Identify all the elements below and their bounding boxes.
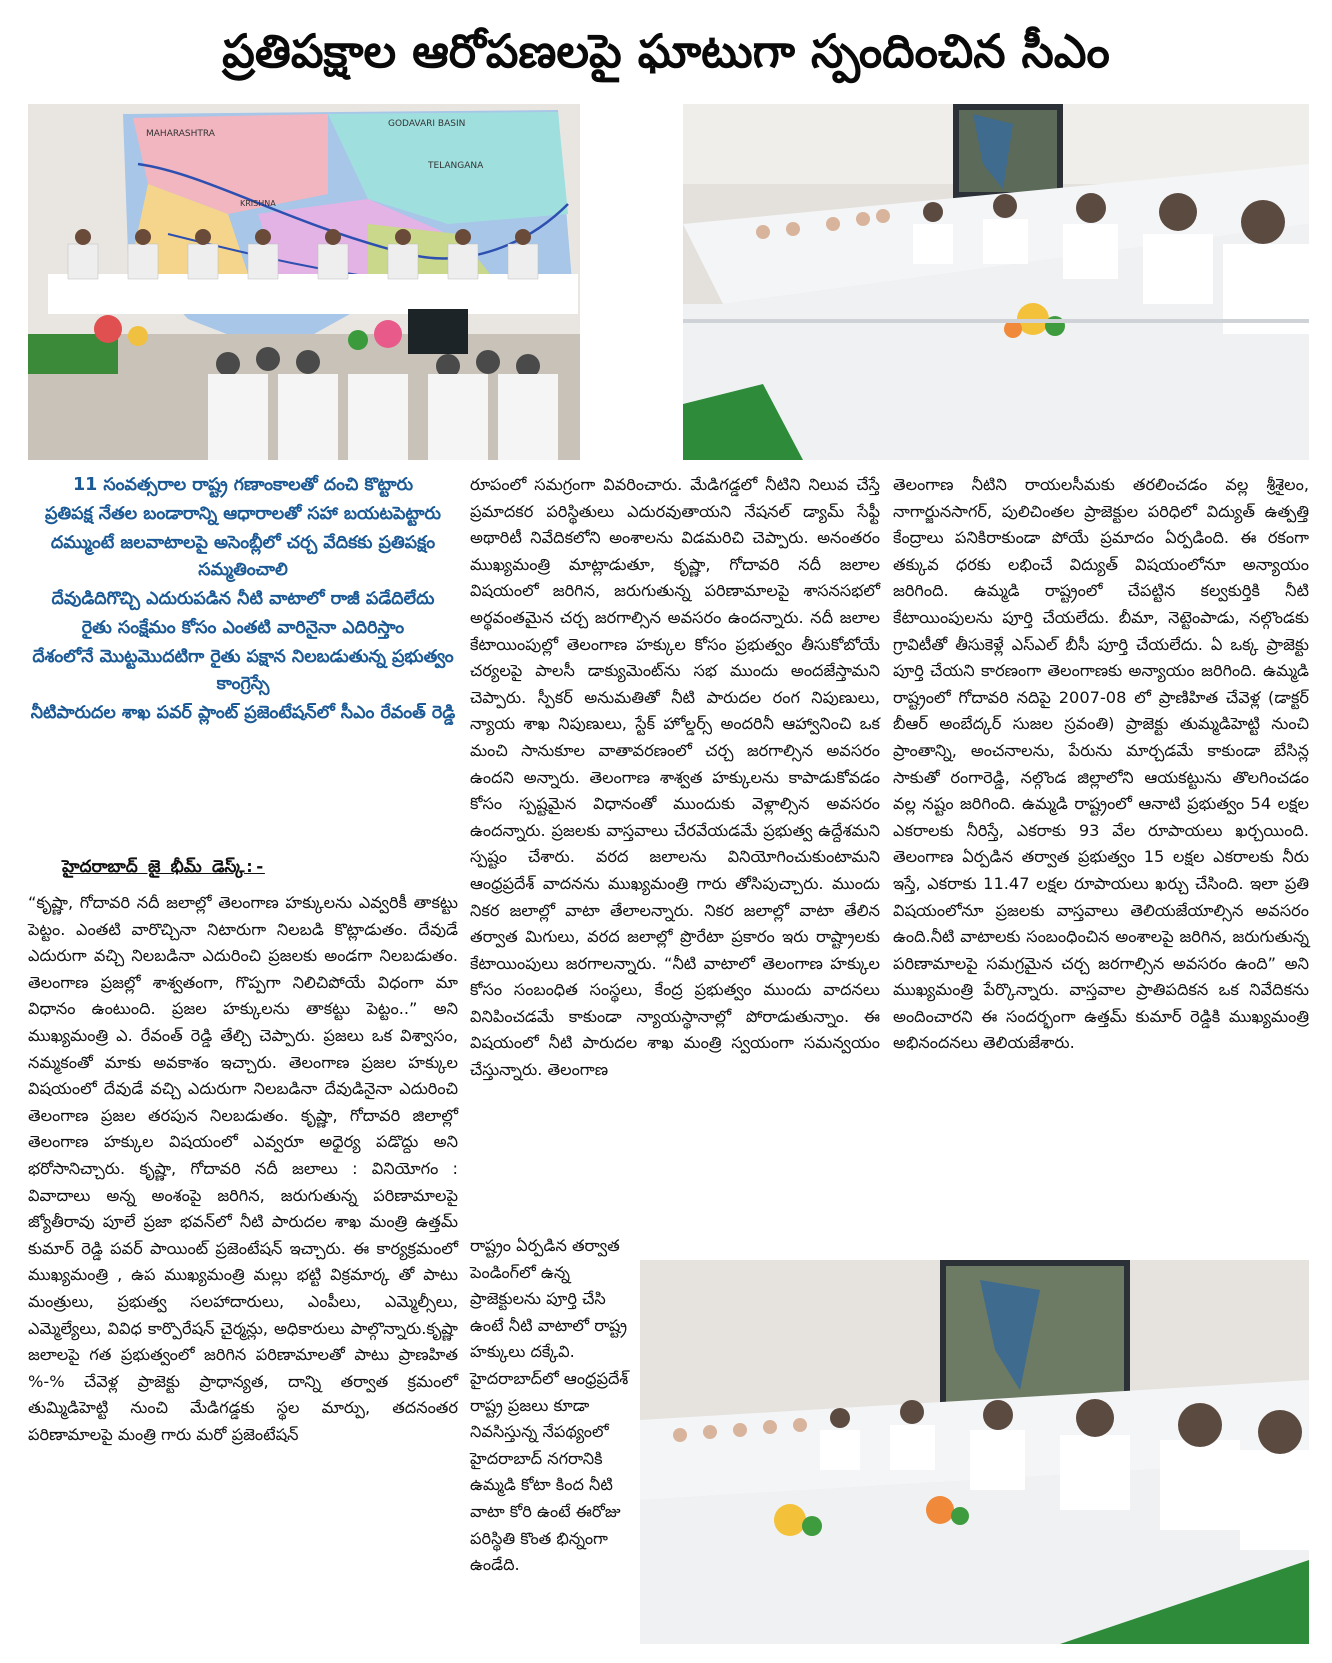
column-2-text: రూపంలో సమగ్రంగా వివరించారు. మేడిగడ్డలో నీటిని నిలువ చేస్తే ప్రమాదకర పరిస్థితులు ఎదురవుతాయని నేషనల్ డ్యామ్ సేఫ్టీ అథారిటీ నివేదికలోని అంశాలను విడమరిచి చెప్పారు. అనంతరం ముఖ్యమంత్రి మాట్లాడుతూ, కృష్ణా, గోదావరి నదీ జలాల విషయంలో జరిగిన, జరుగుతున్న పరిణామాలపై శాసనసభలో అర్థవంతమైన చర్చ జరగాల్సిన అవసరం ఉందన్నారు. నదీ జలాల కేటాయింపుల్లో తెలంగాణ హక్కుల కోసం ప్రభుత్వం తీసుకోబోయే చర్యలపై పాలసీ డాక్యుమెంట్‌ను సభ ముందు అందజేస్తామని చెప్పారు. స్పీకర్ అనుమతితో నీటి పారుదల రంగ నిపుణులు, న్యాయ శాఖ నిపుణులు, స్టేక్ హోల్డర్స్ అందరినీ ఆహ్వానించి ఒక మంచి సానుకూల వాతావరణంలో చర్చ జరగాల్సిన అవసరం ఉందని అన్నారు. తెలంగాణ శాశ్వత హక్కులను కాపాడుకోవడం కోసం స్పష్టమైన విధానంతో ముందుకు వెళ్లాల్సిన అవసరం ఉందన్నారు. ప్రజలకు వాస్తవాలు చేరవేయడమే ప్రభుత్వ ఉద్దేశమని స్పష్టం చేశారు. వరద జలాలను వినియోగించుకుంటామని ఆంధ్రప్రదేశ్ వాదనను ముఖ్యమంత్రి గారు తోసిపుచ్చారు. ముందు నికర జలాల్లో వాటా తేలాలన్నారు. నికర జలాల్లో వాటా తేలిన తర్వాత మిగులు, వరద జలాల్లో ప్రొరేటా ప్రకారం ఇరు రాష్ట్రాలకు కేటాయింపులు జరగాలన్నారు. “నీటి వాటాలో తెలంగాణ హక్కుల కోసం సంబంధిత సంస్థలు, కేంద్ర ప్రభుత్వం ముందు వాదనలు వినిపించడమే కాకుండా న్యాయస్థానాల్లో పోరాడుతున్నాం. ఈ విషయంలో నీటి పారుదల శాఖ మంత్రి స్వయంగా సమన్వయం చేస్తున్నారు. తెలంగాణ xyxy=(470,475,880,1080)
photo-conference-screen xyxy=(640,1260,1309,1644)
map-label-maharashtra: MAHARASHTRA xyxy=(146,129,215,139)
map-label-telangana: TELANGANA xyxy=(428,161,484,171)
article-column-2-tail xyxy=(470,1233,630,1579)
article-column-3 xyxy=(893,472,1309,1057)
highlight-1: 11 సంవత్సరాల రాష్ట్ర గణాంకాలతో దంచి కొట్టారు xyxy=(72,475,414,495)
highlight-3: దమ్ముంటే జలవాటాలపై అసెంబ్లీలో చర్చ వేదికకు ప్రతిపక్షం సమ్మతించాలి xyxy=(50,533,436,580)
highlight-2: ప్రతిపక్ష నేతల బండారాన్ని ఆధారాలతో సహా బయటపెట్టారు xyxy=(45,504,441,524)
photo-meeting-map xyxy=(28,104,580,460)
map-label-krishna: KRISHNA xyxy=(240,199,276,208)
column-1-text: “కృష్ణా, గోదావరి నదీ జలాల్లో తెలంగాణ హక్కులను ఎవ్వరికీ తాకట్టు పెట్టం. ఎంతటి వారొచ్చినా నిటారుగా నిలబడి కొట్లాడుతం. దేవుడే ఎదురుగా వచ్చి నిలబడినా ఎదురించి ప్రజలకు అండగా నిలబడుతం. తెలంగాణ ప్రజల్లో శాశ్వతంగా, గొప్పగా నిలిచిపోయే విధంగా మా విధానం ఉంటుంది. ప్రజల హక్కులను తాకట్టు పెట్టం..” అని ముఖ్యమంత్రి ఎ. రేవంత్ రెడ్డి తేల్చి చెప్పారు. ప్రజలు ఒక విశ్వాసం, నమ్మకంతో మాకు అవకాశం ఇచ్చారు. తెలంగాణ ప్రజల హక్కుల విషయంలో దేవుడే వచ్చి ఎదురుగా నిలబడినా దేవుడినైనా ఎదురించి తెలంగాణ ప్రజల తరపున నిలబడుతం. కృష్ణా, గోదావరి జిలాల్లో తెలంగాణ హక్కుల విషయంలో ఎవ్వరూ అధైర్య పడొద్దు అని భరోసానిచ్చారు. కృష్ణా, గోదావరి నదీ జలాలు : వినియోగం : వివాదాలు అన్న అంశంపై జరిగిన, జరుగుతున్న పరిణామాలపై జ్యోతీరావు పూలే ప్రజా భవన్‌లో నీటి పారుదల శాఖ మంత్రి ఉత్తమ్ కుమార్ రెడ్డి పవర్ పాయింట్ ప్రజెంటేషన్ ఇచ్చారు. ఈ కార్యక్రమంలో ముఖ్యమంత్రి , ఉప ముఖ్యమంత్రి మల్లు భట్టి విక్రమార్క తో పాటు మంత్రులు, ప్రభుత్వ సలహాదారులు, ఎంపీలు, ఎమ్మెల్సీలు, ఎమ్మెల్యేలు, వివిధ కార్పొరేషన్ చైర్మన్లు, అధికారులు పాల్గొన్నారు.కృష్ణా జలాలపై గత ప్రభుత్వంలో జరిగిన పరిణామాలతో పాటు ప్రాణహిత %-% చేవెళ్ల ప్రాజెక్టు ప్రాధాన్యత, దాన్ని తర్వాత క్రమంలో తుమ్మిడిహెట్టి నుంచి మేడిగడ్డకు స్థల మార్పు, తదనంతర పరిణామాలపై మంత్రి గారు మరో ప్రజెంటేషన్ xyxy=(28,893,458,1444)
dateline: హైదరాబాద్ జై భీమ్ డెస్క్:- xyxy=(62,857,265,877)
highlights xyxy=(28,472,458,729)
column-3-text: తెలంగాణ నీటిని రాయలసీమకు తరలించడం వల్ల శ్రీశైలం, నాగార్జునసాగర్, పులిచింతల ప్రాజెక్టుల పరిధిలో విద్యుత్ ఉత్పత్తి కేంద్రాలు పనికిరాకుండా పోయే ప్రమాదం ఏర్పడింది. ఈ రకంగా తక్కువ ధరకు లభించే విద్యుత్ విషయంలోనూ అన్యాయం జరిగింది. ఉమ్మడి రాష్ట్రంలో చేపట్టిన కల్వకుర్తికి నీటి కేటాయింపులను పూర్తి చేయలేదు. బీమా, నెట్టెంపాడు, నల్గొండకు గ్రావిటీతో తీసుకెళ్లే ఎస్ఎల్ బీసీ పూర్తి చేయలేదు. ఏ ఒక్క ప్రాజెక్టు పూర్తి చేయని కారణంగా తెలంగాణకు అన్యాయం జరిగింది. ఉమ్మడి రాష్ట్రంలో గోదావరి నదిపై 2007-08 లో ప్రాణిహిత చేవెళ్ల (డాక్టర్ బీఆర్ అంబేద్కర్ సుజల స్రవంతి) ప్రాజెక్టు తుమ్మడిహెట్టి నుంచి ప్రాంతాన్ని, అంచనాలను, పేరును మార్చడమే కాకుండా బేసిన్ల సాకుతో రంగారెడ్డి, నల్గొండ జిల్లాలోని ఆయకట్టును తొలగించడం వల్ల నష్టం జరిగింది. ఉమ్మడి రాష్ట్రంలో ఆనాటి ప్రభుత్వం 54 లక్షల ఎకరాలకు నీరిస్తే, ఎకరాకు 93 వేల రూపాయలు ఖర్చయింది. తెలంగాణ ఏర్పడిన తర్వాత ప్రభుత్వం 15 లక్షల ఎకరాలకు నీరు ఇస్తే, ఎకరాకు 11.47 లక్షల రూపాయలు ఖర్చు చేసింది. ఇలా ప్రతి విషయంలోనూ ప్రజలకు వాస్తవాలు తెలియజేయాల్సిన అవసరం ఉంది.నీటి వాటాలకు సంబంధించిన అంశాలపై జరిగిన, జరుగుతున్న పరిణామాలపై సమగ్రమైన చర్చ జరగాల్సిన అవసరం ఉంది” అని ముఖ్యమంత్రి పేర్కొన్నారు. వాస్తవాల ప్రాతిపదికన ఒక నివేదికను అందించారని ఈ సందర్భంగా ఉత్తమ్ కుమార్ రెడ్డికి ముఖ్యమంత్రి అభినందనలు తెలియజేశారు. xyxy=(893,475,1309,1053)
article-column-2 xyxy=(470,472,880,1084)
map-label-godavari-basin: GODAVARI BASIN xyxy=(388,119,466,129)
highlight-6: దేశంలోనే మొట్టమొదటిగా రైతు పక్షాన నిలబడుతున్న ప్రభుత్వం కాంగ్రెస్సే xyxy=(32,647,454,694)
photo-conference-table xyxy=(683,104,1309,460)
highlight-5: రైతు సంక్షేమం కోసం ఎంతటి వారినైనా ఎదిరిస్తాం xyxy=(81,618,405,638)
highlight-7: నీటిపారుదల శాఖ పవర్ ప్లాంట్ ప్రజెంటేషన్‌లో సీఎం రేవంత్ రెడ్డి xyxy=(30,703,456,723)
highlight-4: దేవుడిదిగొచ్చి ఎదురుపడిన నీటి వాటాలో రాజీ పడేదిలేదు xyxy=(51,589,435,609)
article-column-1 xyxy=(28,890,458,1448)
column-2-tail-text: రాష్ట్రం ఏర్పడిన తర్వాత పెండింగ్‌లో ఉన్న ప్రాజెక్టులను పూర్తి చేసి ఉంటే నీటి వాటాలో రాష్ట్ర హక్కులు దక్కేవి. హైదరాబాద్‌లో ఆంధ్రప్రదేశ్ రాష్ట్ర ప్రజలు కూడా నివసిస్తున్న నేపథ్యంలో హైదరాబాద్ నగరానికి ఉమ్మడి కోటా కింద నీటి వాటా కోరి ఉంటే ఈరోజు పరిస్థితి కొంత భిన్నంగా ఉండేది. xyxy=(470,1236,629,1575)
headline: ప్రతిపక్షాల ఆరోపణలపై ఘాటుగా స్పందించిన సీఎం xyxy=(222,24,1110,78)
